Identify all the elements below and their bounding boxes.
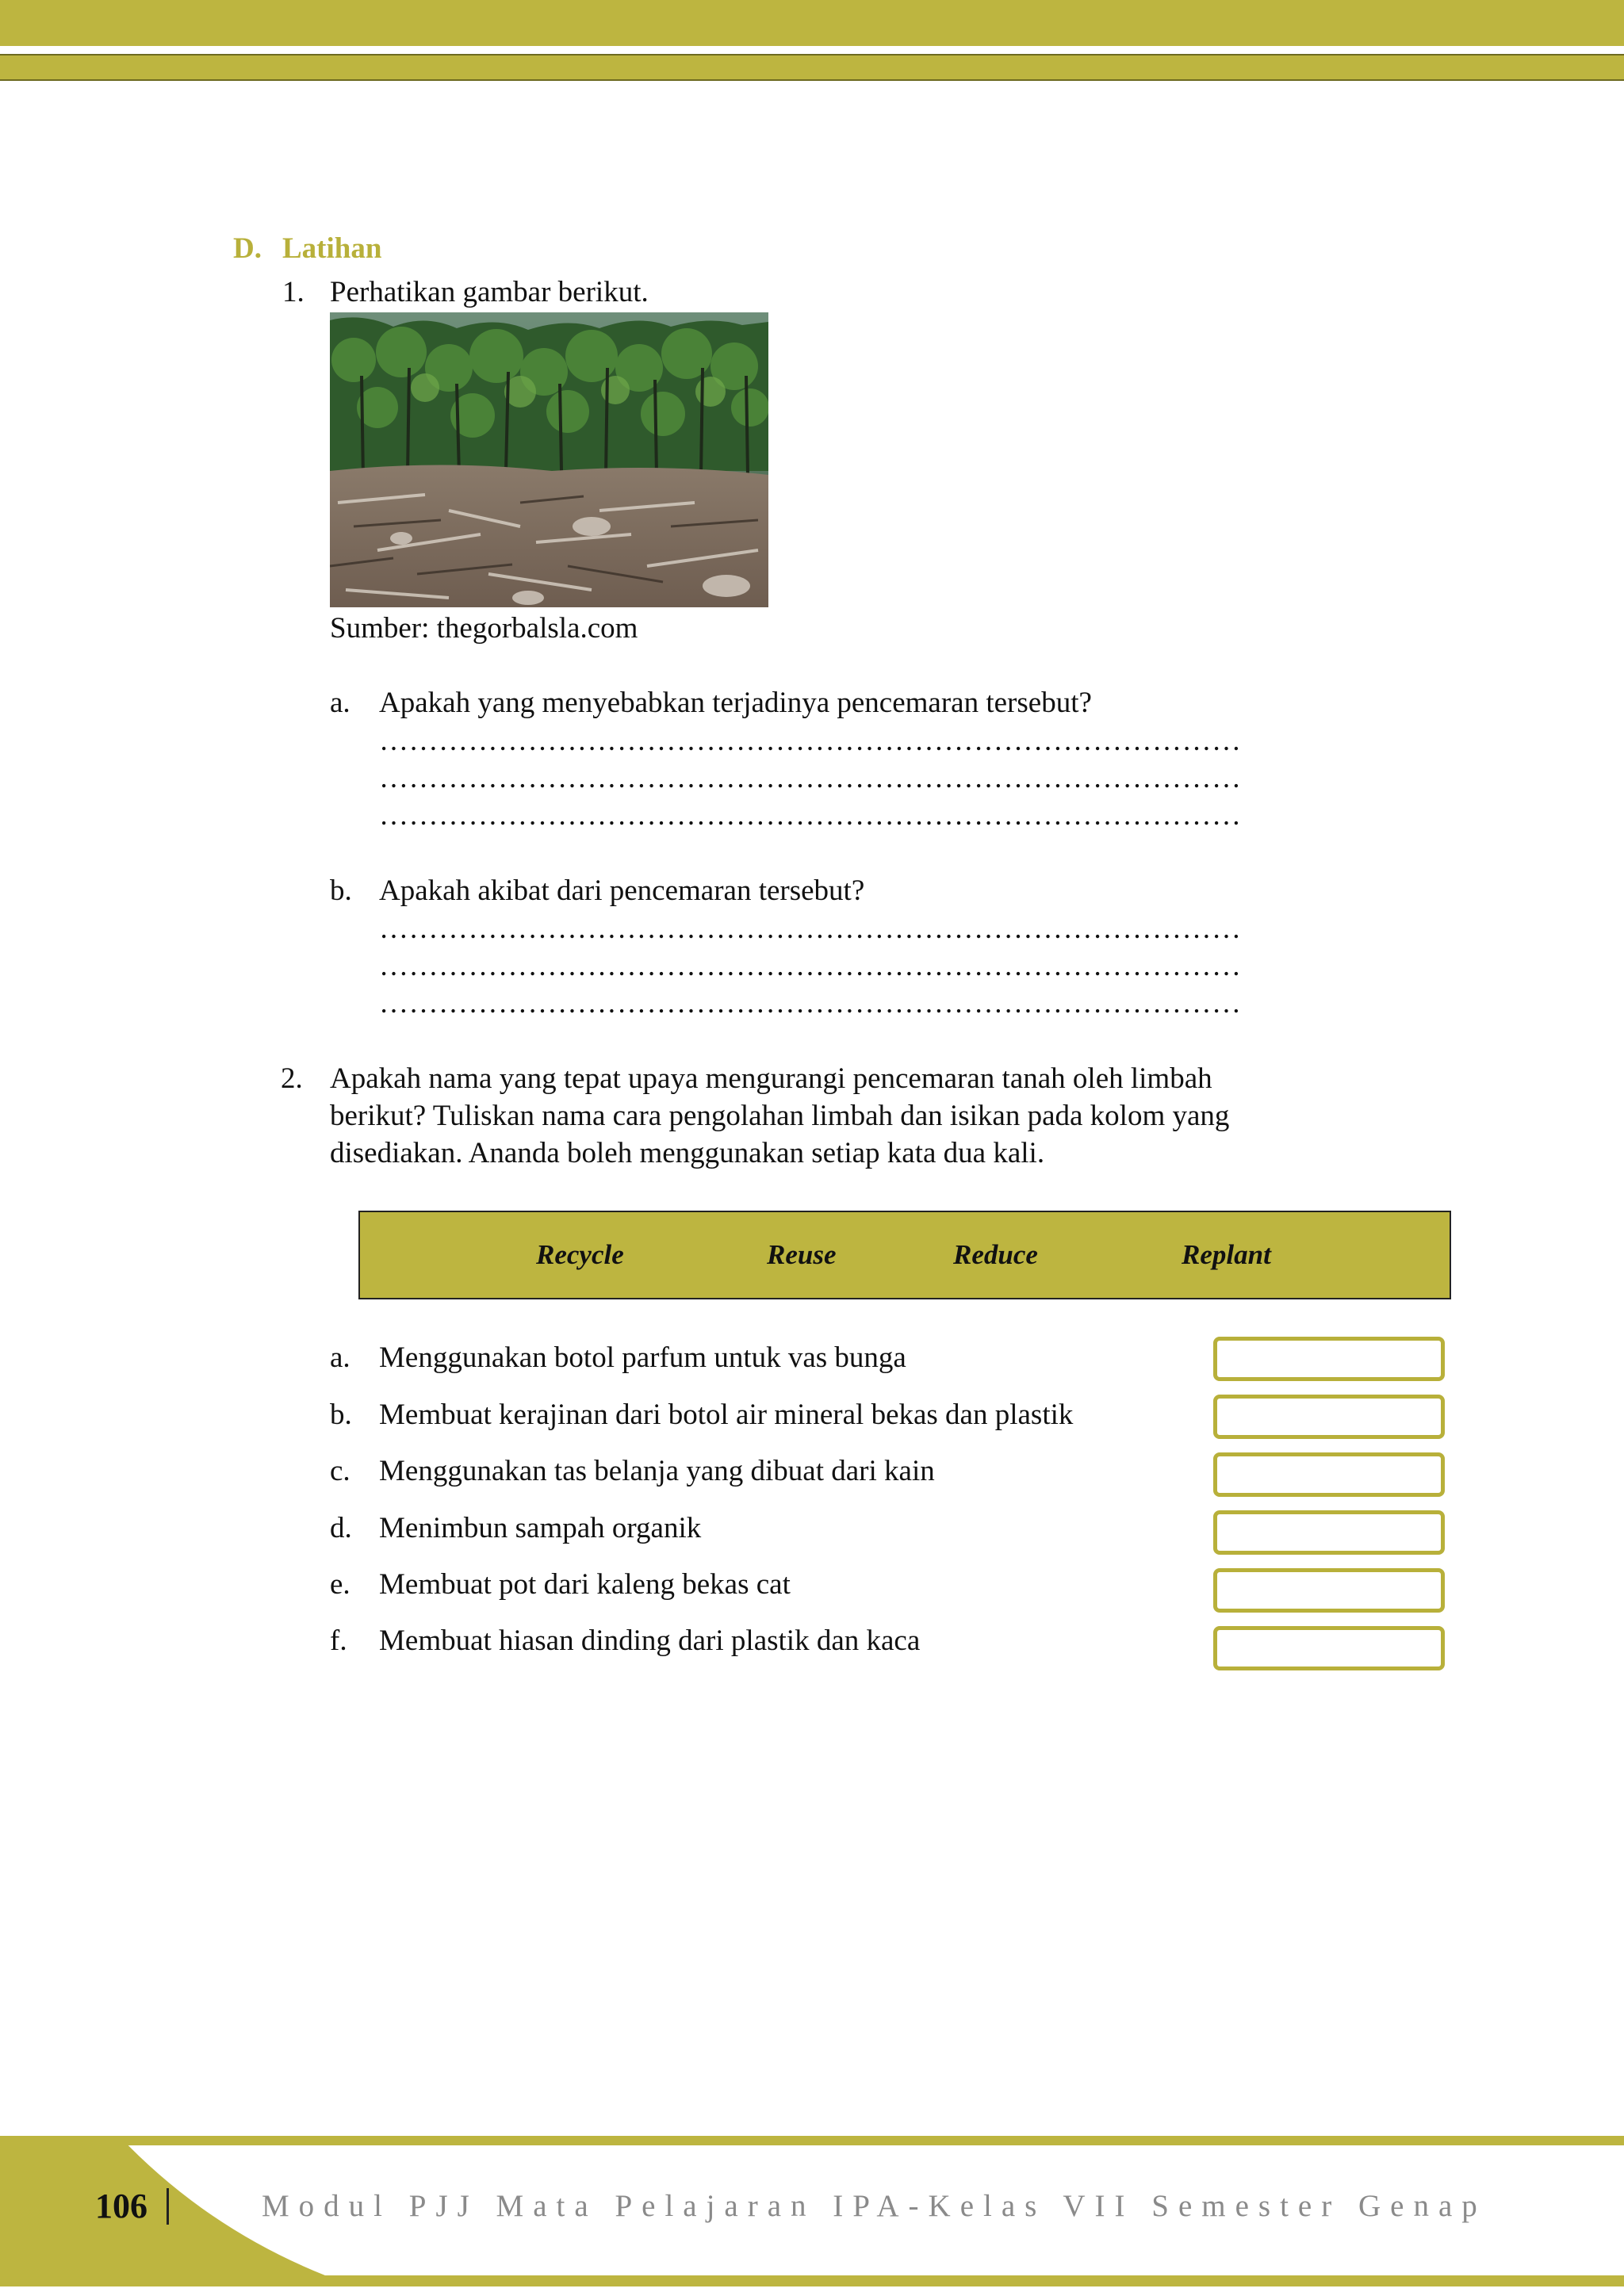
question-1-number: 1. <box>282 276 304 308</box>
section-title: Latihan <box>282 232 382 265</box>
item-a-label: a. <box>330 1341 350 1374</box>
answer-line: …………………………………………………………………………… <box>379 987 1242 1020</box>
header-bar-lower <box>0 54 1624 81</box>
question-2-line-1: Apakah nama yang tepat upaya mengurangi pencemaran tanah oleh limbah <box>330 1062 1212 1095</box>
item-a-text: Menggunakan botol parfum untuk vas bunga <box>379 1341 906 1374</box>
answer-line: …………………………………………………………………………… <box>379 913 1242 945</box>
answer-box-d[interactable] <box>1213 1510 1445 1555</box>
answer-box-e[interactable] <box>1213 1568 1445 1613</box>
answer-line: …………………………………………………………………………… <box>379 725 1242 757</box>
item-f-text: Membuat hiasan dinding dari plastik dan kaca <box>379 1624 921 1657</box>
page-number: 106 <box>95 2187 147 2225</box>
item-b-label: b. <box>330 1399 352 1431</box>
answer-line: …………………………………………………………………………… <box>379 950 1242 982</box>
answer-box-a[interactable] <box>1213 1337 1445 1381</box>
question-2-line-2: berikut? Tuliskan nama cara pengolahan limbah dan isikan pada kolom yang <box>330 1100 1230 1132</box>
word-recycle: Recycle <box>536 1239 624 1270</box>
item-c-text: Menggunakan tas belanja yang dibuat dari kain <box>379 1455 935 1487</box>
question-1b-text: Apakah akibat dari pencemaran tersebut? <box>379 874 865 907</box>
word-replant: Replant <box>1182 1239 1271 1270</box>
item-e-label: e. <box>330 1568 350 1601</box>
item-d-label: d. <box>330 1512 352 1544</box>
question-2-number: 2. <box>281 1062 303 1095</box>
item-f-label: f. <box>330 1624 347 1657</box>
question-2-line-3: disediakan. Ananda boleh menggunakan setiap kata dua kali. <box>330 1137 1045 1169</box>
answer-box-c[interactable] <box>1213 1452 1445 1497</box>
word-reuse: Reuse <box>767 1239 837 1270</box>
header-divider <box>0 46 1624 54</box>
answer-box-b[interactable] <box>1213 1395 1445 1439</box>
word-reduce: Reduce <box>953 1239 1038 1270</box>
item-e-text: Membuat pot dari kaleng bekas cat <box>379 1568 791 1601</box>
header-bar <box>0 0 1624 51</box>
deforestation-photo <box>330 312 768 607</box>
section-heading <box>233 232 381 266</box>
item-b-text: Membuat kerajinan dari botol air mineral bekas dan plastik <box>379 1399 1074 1431</box>
footer-title: Modul PJJ Mata Pelajaran IPA-Kelas VII Semester Genap <box>262 2189 1487 2223</box>
image-source: Sumber: thegorbalsla.com <box>330 612 638 645</box>
page-number-divider <box>167 2188 169 2225</box>
question-1a-text: Apakah yang menyebabkan terjadinya pencemaran tersebut? <box>379 687 1092 719</box>
item-d-text: Menimbun sampah organik <box>379 1512 702 1544</box>
question-1a-label: a. <box>330 687 350 719</box>
answer-box-f[interactable] <box>1213 1626 1445 1670</box>
question-1-text: Perhatikan gambar berikut. <box>330 276 649 308</box>
item-c-label: c. <box>330 1455 350 1487</box>
answer-line: …………………………………………………………………………… <box>379 799 1242 832</box>
question-1b-label: b. <box>330 874 352 907</box>
answer-line: …………………………………………………………………………… <box>379 762 1242 794</box>
section-letter: D. <box>233 232 262 265</box>
word-bank <box>358 1211 1451 1299</box>
